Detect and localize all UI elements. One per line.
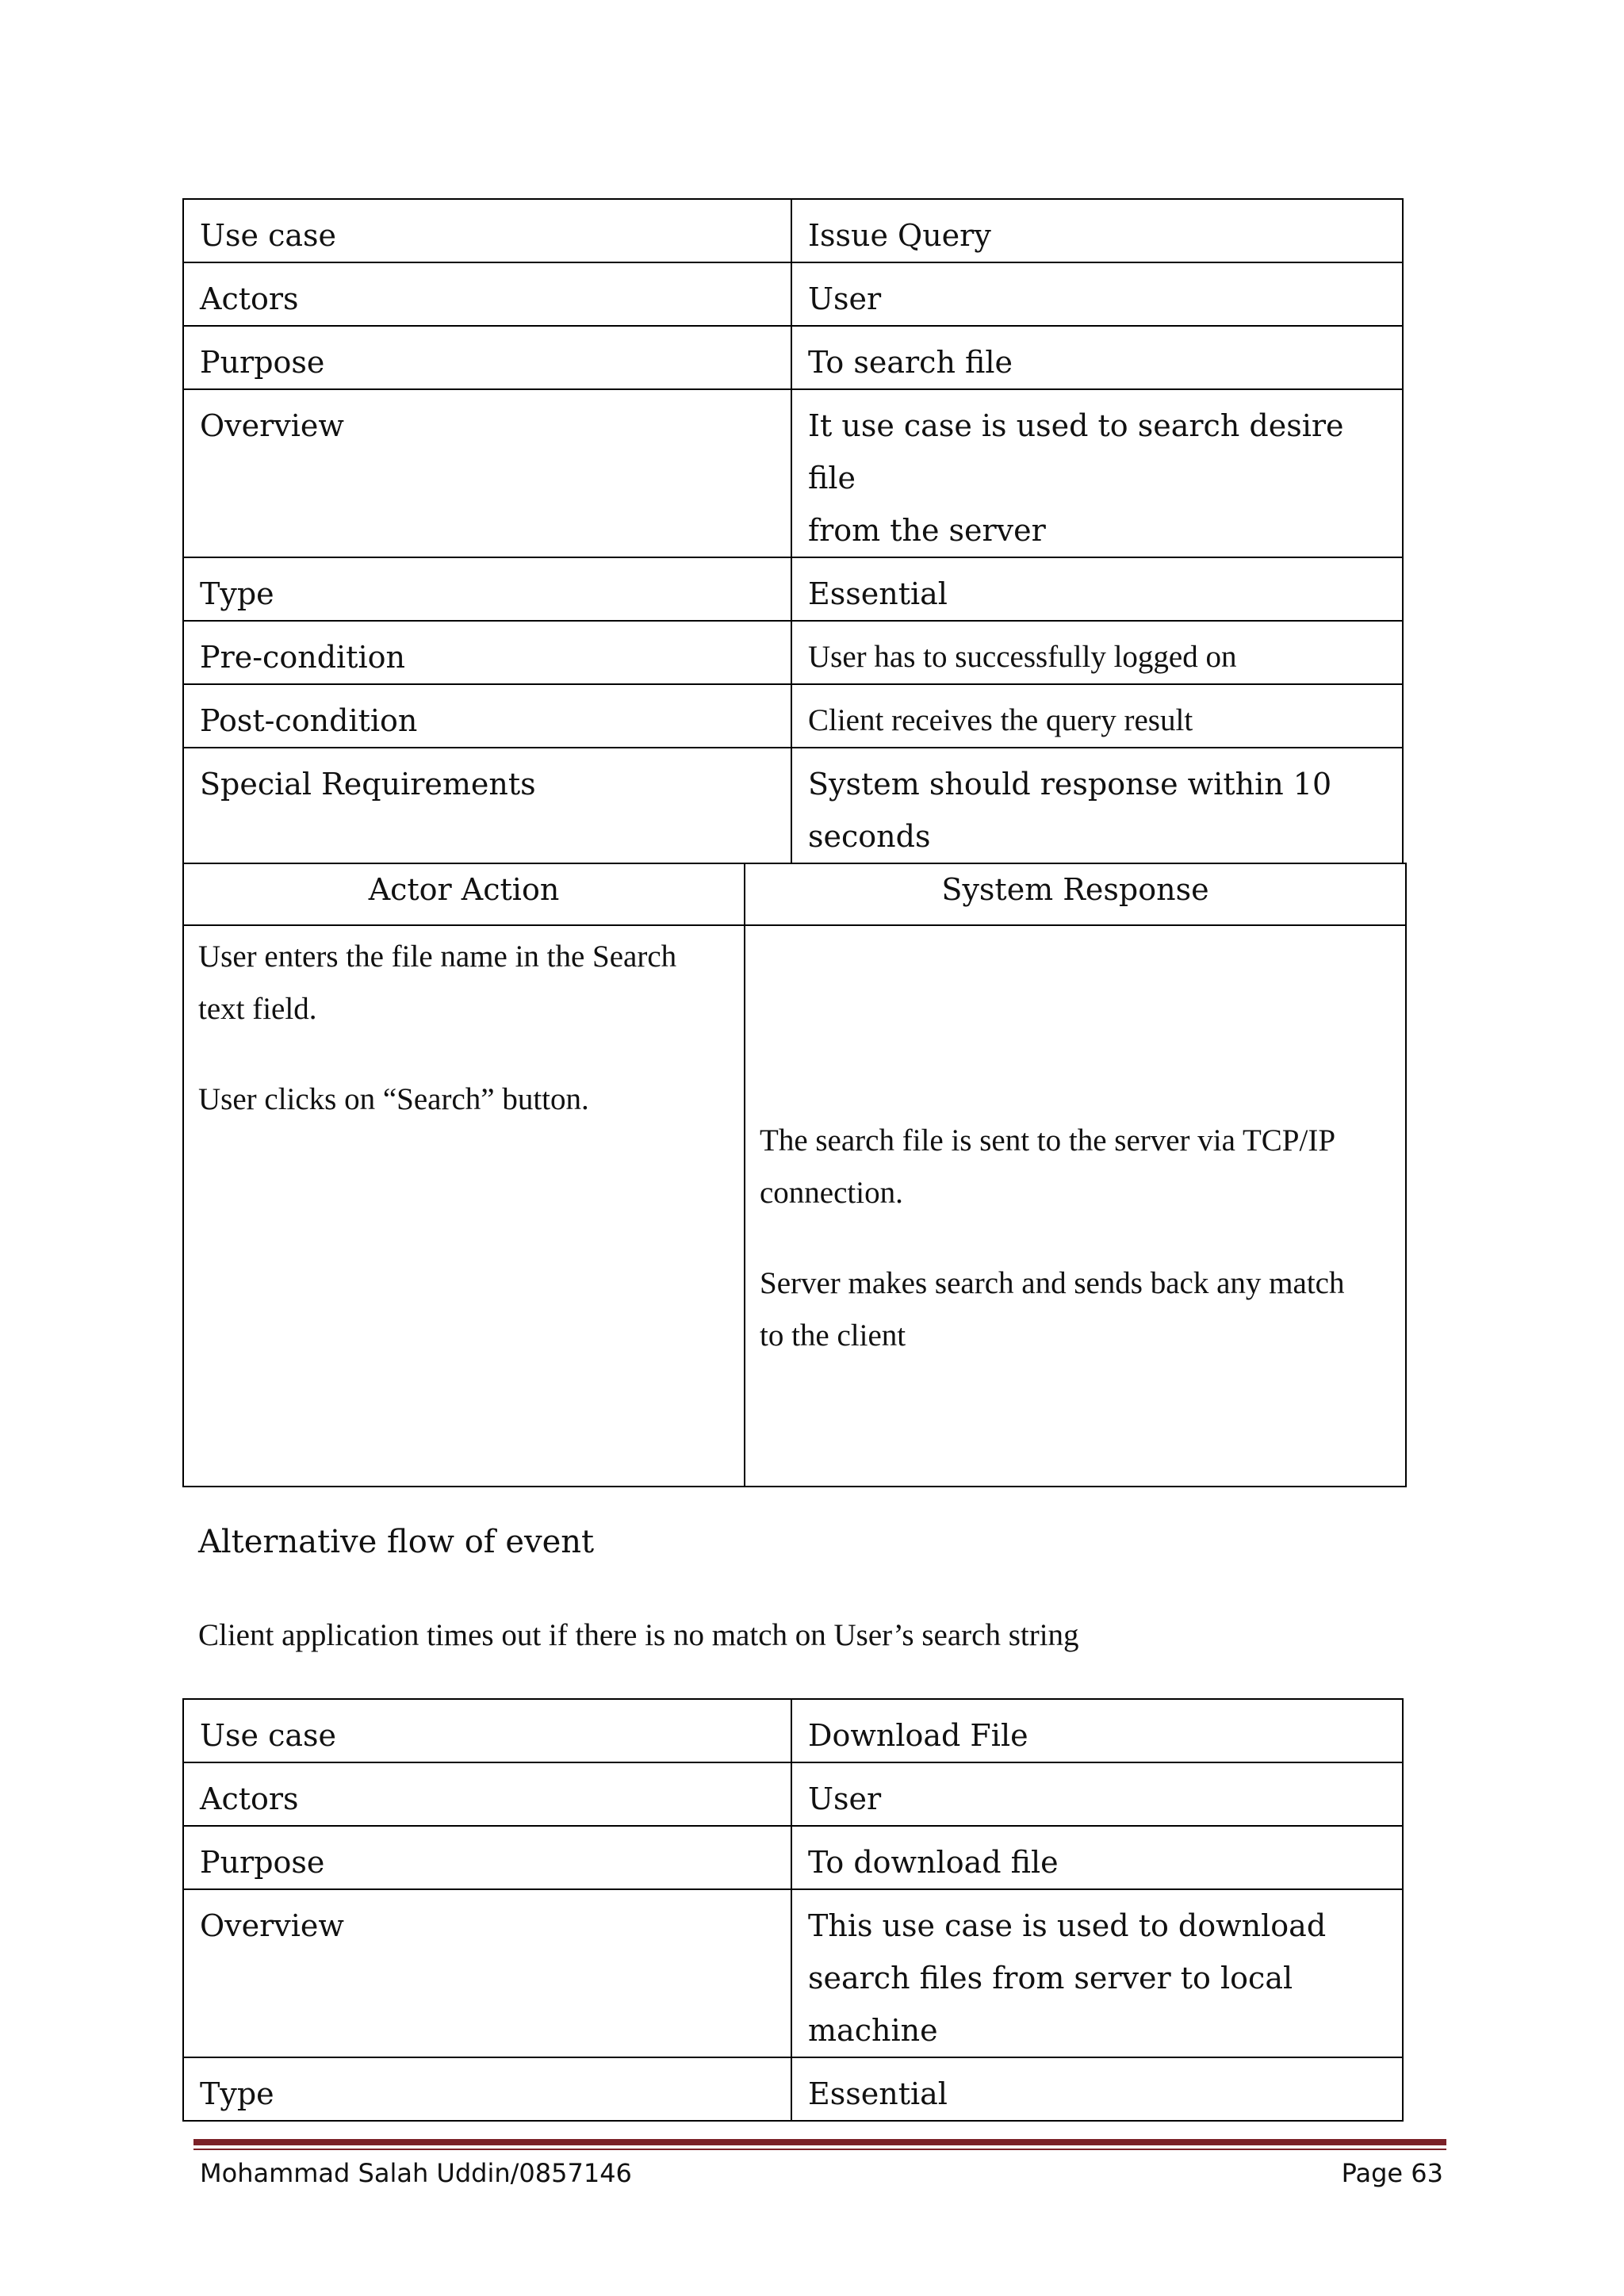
column-header-actor-action: Actor Action xyxy=(183,863,745,925)
row-label: Actors xyxy=(183,1762,791,1826)
row-label: Type xyxy=(183,2057,791,2121)
row-label: Type xyxy=(183,557,791,621)
row-value: To search file xyxy=(791,326,1403,389)
table-row xyxy=(183,684,1403,748)
table-row xyxy=(183,199,1403,262)
alternative-flow-heading: Alternative flow of event xyxy=(198,1524,595,1560)
row-label: Pre-condition xyxy=(183,621,791,684)
system-response-step xyxy=(760,1115,1391,1219)
row-value: To download file xyxy=(791,1826,1403,1889)
table-row xyxy=(183,925,1406,1487)
table-row xyxy=(183,1826,1403,1889)
footer-rule xyxy=(193,2139,1446,2145)
usecase-table-issue-query xyxy=(182,198,1404,864)
row-label: Actors xyxy=(183,262,791,326)
row-value: User xyxy=(791,262,1403,326)
table-row xyxy=(183,262,1403,326)
text-line: The search file is sent to the server via TCP/IP xyxy=(760,1123,1336,1158)
row-label: Overview xyxy=(183,1889,791,2057)
text-line: text field. xyxy=(198,992,317,1026)
alternative-flow-text: Client application times out if there is no match on User’s search string xyxy=(198,1618,1079,1652)
system-response-step xyxy=(760,1257,1391,1362)
value-line: from the server xyxy=(808,513,1046,548)
system-response-content xyxy=(760,1115,1391,1400)
row-label: Use case xyxy=(183,199,791,262)
footer-author: Mohammad Salah Uddin/0857146 xyxy=(200,2158,632,2188)
table-row xyxy=(183,748,1403,863)
actor-action-step xyxy=(198,931,730,1035)
text-line: User clicks on “Search” button. xyxy=(198,1082,589,1116)
row-value: Issue Query xyxy=(791,199,1403,262)
text-line: User enters the file name in the Search xyxy=(198,939,677,974)
footer-rule-thin xyxy=(193,2149,1446,2150)
row-value: Essential xyxy=(791,2057,1403,2121)
value-line: This use case is used to download xyxy=(808,1908,1327,1943)
value-line: System should response within 10 xyxy=(808,767,1332,802)
actor-action-step xyxy=(198,1073,730,1126)
value-line: machine xyxy=(808,2013,938,2048)
value-line: seconds xyxy=(808,819,931,854)
table-row xyxy=(183,326,1403,389)
row-label: Special Requirements xyxy=(183,748,791,863)
row-label: Overview xyxy=(183,389,791,557)
row-label: Purpose xyxy=(183,1826,791,1889)
table-row xyxy=(183,1699,1403,1762)
row-value: Client receives the query result xyxy=(791,684,1403,748)
row-label: Purpose xyxy=(183,326,791,389)
row-value xyxy=(791,748,1403,863)
table-row xyxy=(183,2057,1403,2121)
text-line: to the client xyxy=(760,1318,906,1353)
row-value: User xyxy=(791,1762,1403,1826)
table-row xyxy=(183,557,1403,621)
row-value: Download File xyxy=(791,1699,1403,1762)
text-line: connection. xyxy=(760,1176,903,1210)
actor-action-cell xyxy=(183,925,745,1487)
table-row xyxy=(183,1762,1403,1826)
table-row xyxy=(183,389,1403,557)
row-label: Use case xyxy=(183,1699,791,1762)
system-response-cell xyxy=(745,925,1406,1487)
usecase-table-download-file xyxy=(182,1698,1404,2122)
flow-of-events-table xyxy=(182,863,1407,1487)
row-value xyxy=(791,389,1403,557)
row-value xyxy=(791,1889,1403,2057)
value-line: search files from server to local xyxy=(808,1961,1293,1996)
column-header-system-response: System Response xyxy=(745,863,1406,925)
row-value: Essential xyxy=(791,557,1403,621)
page-number: Page 63 xyxy=(1341,2158,1443,2188)
text-line: Server makes search and sends back any match xyxy=(760,1266,1345,1300)
table-row xyxy=(183,621,1403,684)
table-row xyxy=(183,1889,1403,2057)
row-label: Post-condition xyxy=(183,684,791,748)
value-line: It use case is used to search desire file xyxy=(808,408,1344,496)
actor-action-content xyxy=(198,931,730,1164)
table-header-row xyxy=(183,863,1406,925)
row-value: User has to successfully logged on xyxy=(791,621,1403,684)
